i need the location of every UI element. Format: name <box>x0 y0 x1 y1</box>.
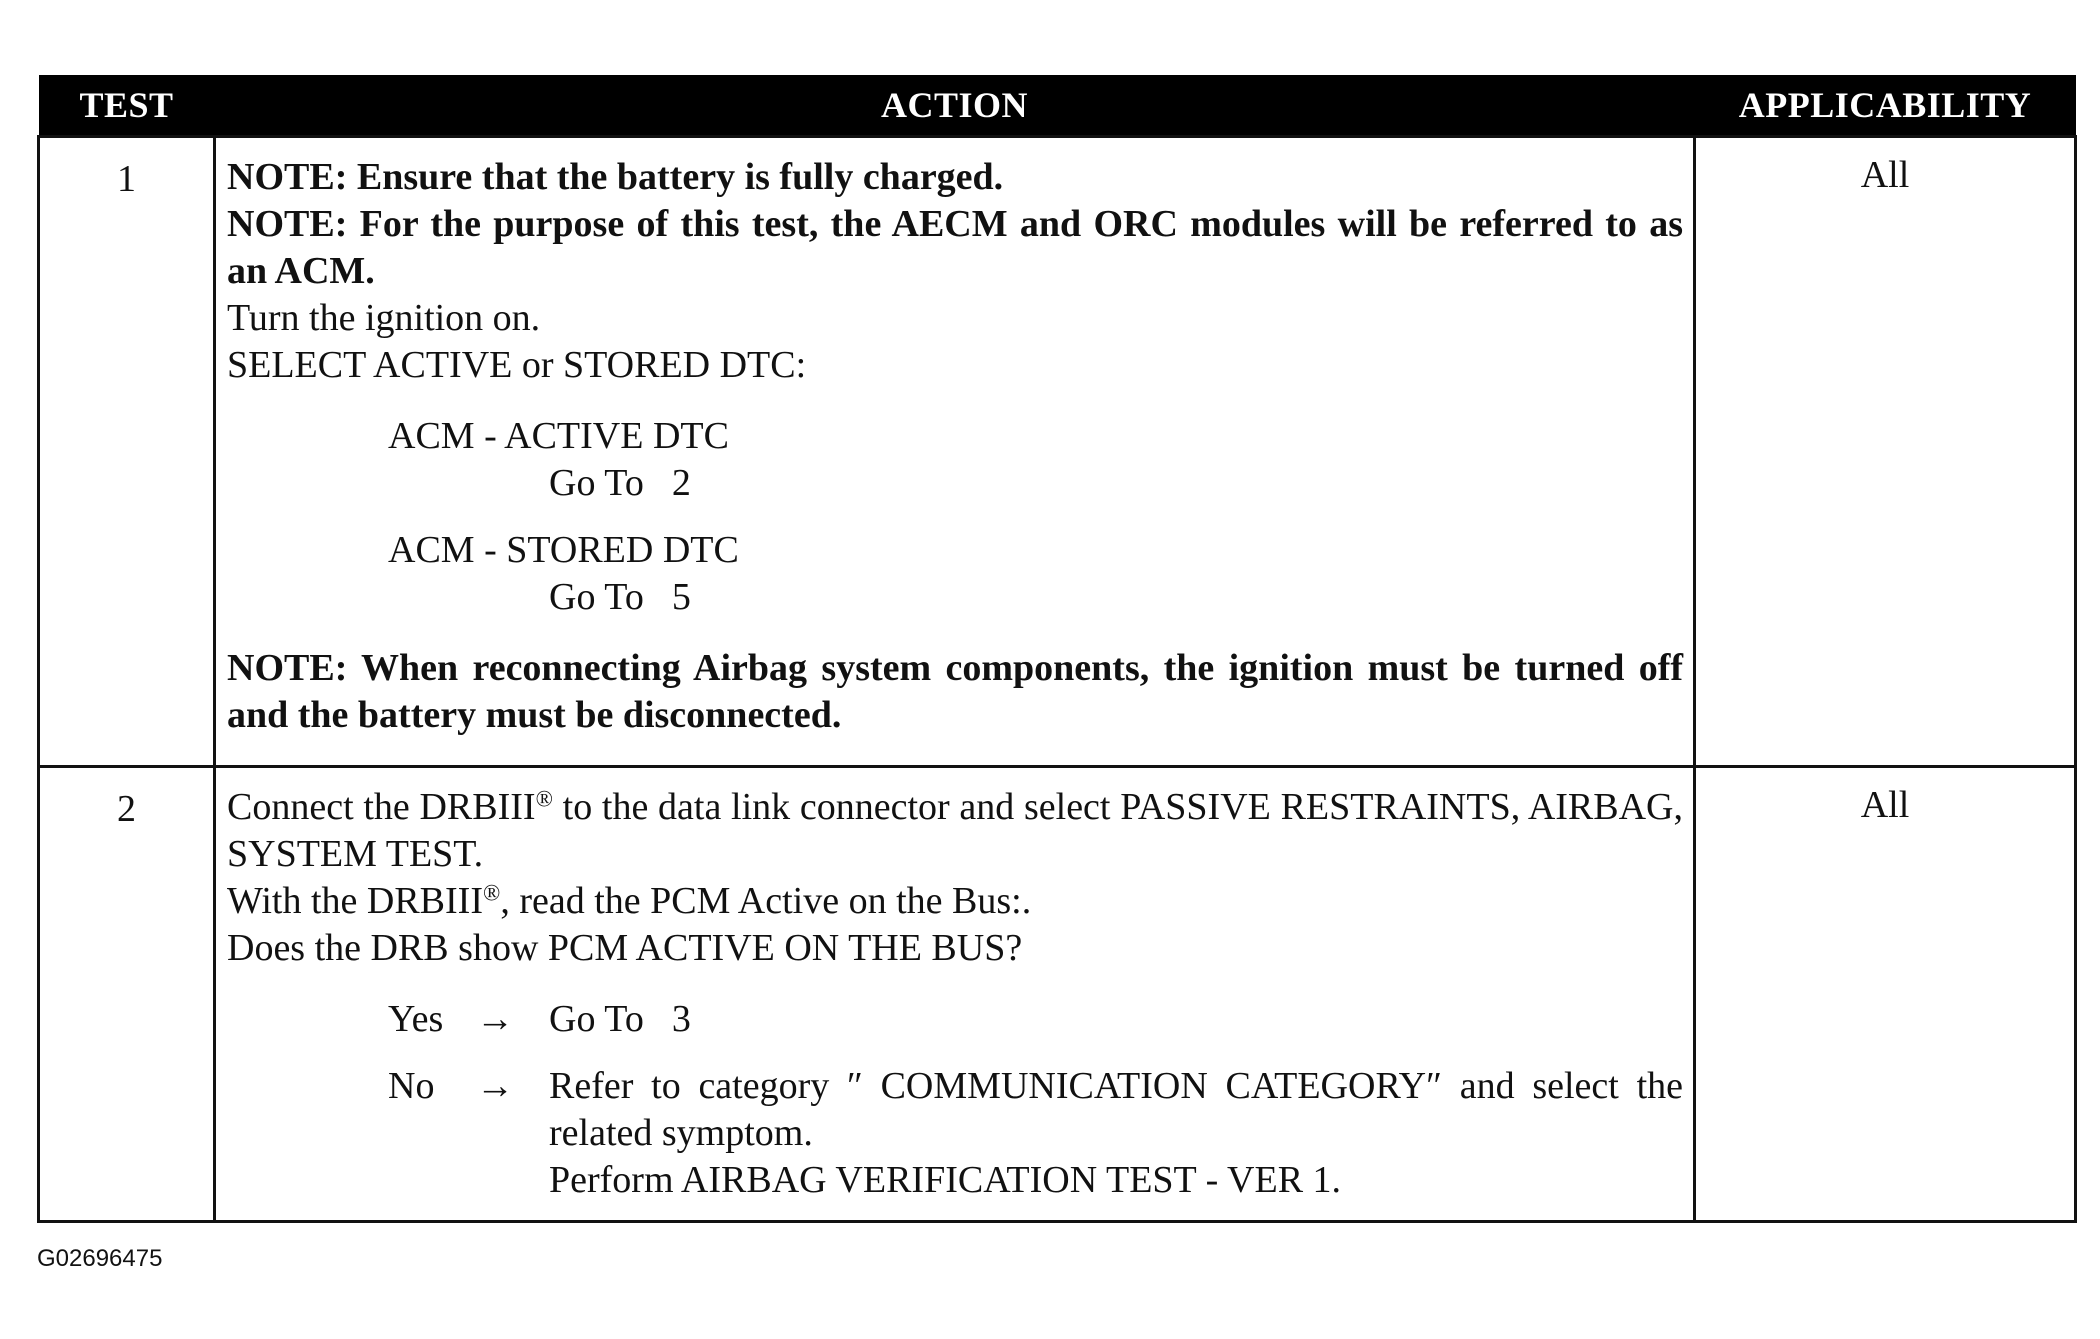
note-text: NOTE: When reconnecting Airbag system components, the ignition must be turned off and the battery must be disconnected. <box>227 647 1683 736</box>
instruction-part: , read the PCM Active on the Bus:. <box>500 880 1032 922</box>
test-number: 2 <box>39 767 215 1222</box>
table-header-row <box>39 75 2076 137</box>
goto-label: Go To <box>549 998 644 1040</box>
goto-target: 5 <box>671 576 691 618</box>
note-text: NOTE: For the purpose of this test, the AECM and ORC modules will be referred to as an ACM. <box>227 203 1683 292</box>
branch-label: No <box>388 1065 435 1107</box>
note-text: NOTE: Ensure that the battery is fully charged. <box>227 156 1004 198</box>
question-text: Does the DRB show PCM ACTIVE ON THE BUS? <box>227 927 1023 969</box>
option-label: ACM - STORED DTC <box>388 529 739 571</box>
registered-mark: ® <box>482 880 501 906</box>
header-applicability: APPLICABILITY <box>1695 75 2076 137</box>
instruction-text: SELECT ACTIVE or STORED DTC: <box>227 344 807 386</box>
option-label: ACM - ACTIVE DTC <box>388 415 729 457</box>
instruction-part: Connect the DRBIII <box>227 786 536 828</box>
goto-target: 3 <box>671 998 691 1040</box>
yes-branch <box>388 996 1683 1043</box>
goto-instruction <box>549 996 1683 1043</box>
reference-text: Refer to category ″ COMMUNICATION CATEGORY″ and select the related symptom. <box>549 1065 1683 1154</box>
applicability-value: All <box>1695 767 2076 1222</box>
header-action: ACTION <box>215 75 1695 137</box>
instruction-text <box>227 784 1683 878</box>
table-row <box>39 767 2076 1222</box>
goto-target: 2 <box>671 462 691 504</box>
branch-result <box>549 1063 1683 1204</box>
test-number: 1 <box>39 137 215 767</box>
figure-id: G02696475 <box>37 1245 163 1272</box>
action-cell <box>215 137 1695 767</box>
goto-label: Go To <box>549 576 644 618</box>
applicability-value: All <box>1695 137 2076 767</box>
header-test: TEST <box>39 75 215 137</box>
registered-mark: ® <box>535 786 553 812</box>
diagnostic-test-table <box>37 75 2077 1223</box>
no-branch <box>388 1063 1683 1204</box>
instruction-text <box>227 878 1683 925</box>
instruction-part: to the data link connector and select PASSIVE RESTRAINTS, AIRBAG, SYSTEM TEST. <box>227 786 1683 875</box>
arrow-icon: → <box>476 1065 514 1107</box>
verification-text: Perform AIRBAG VERIFICATION TEST - VER 1. <box>549 1159 1342 1201</box>
goto-label: Go To <box>549 462 644 504</box>
table-row <box>39 137 2076 767</box>
instruction-text: Turn the ignition on. <box>227 297 541 339</box>
arrow-icon: → <box>476 998 514 1040</box>
goto-instruction <box>549 460 1683 507</box>
branch-label: Yes <box>388 998 444 1040</box>
action-cell <box>215 767 1695 1222</box>
instruction-part: With the DRBIII <box>227 880 483 922</box>
goto-instruction <box>549 574 1683 621</box>
